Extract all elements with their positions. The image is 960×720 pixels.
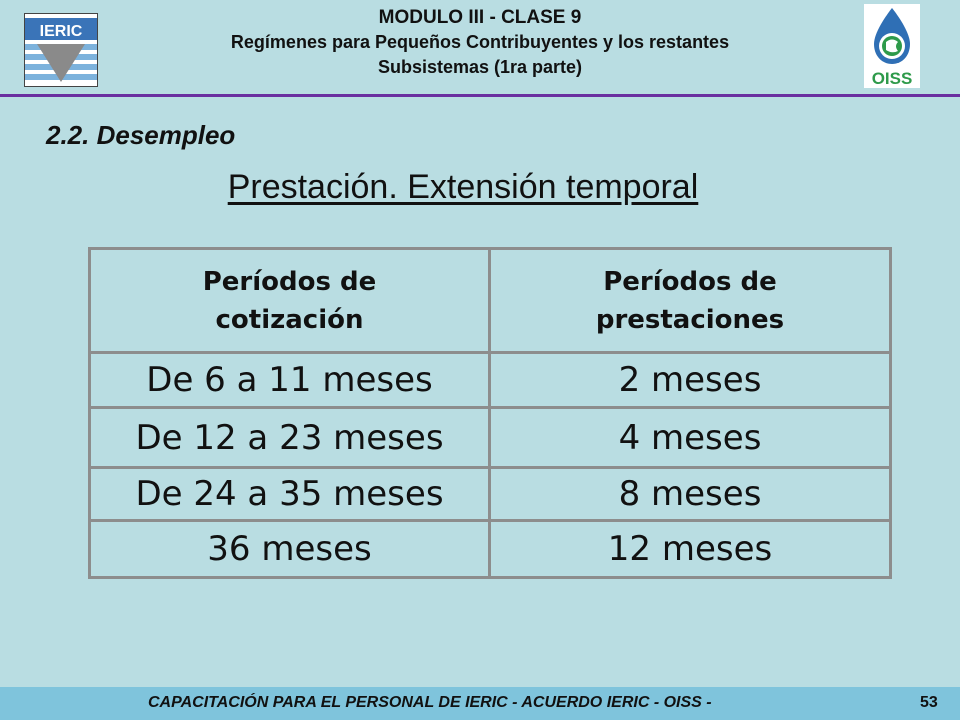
footer-bar: [0, 687, 960, 720]
oiss-logo: [864, 4, 920, 88]
module-title: MODULO III - CLASE 9: [378, 7, 582, 28]
section-title: 2.2. Desempleo: [46, 120, 236, 150]
oiss-logo-text: OISS: [871, 69, 913, 88]
table-header-row: [90, 249, 891, 353]
header-cell-line: Períodos de: [202, 266, 377, 297]
table-cell: 36 meses: [90, 521, 490, 578]
header-title-block: [120, 6, 840, 80]
header-benefit-periods: [490, 249, 891, 353]
table-row: [90, 468, 891, 521]
table-cell: 8 meses: [490, 468, 891, 521]
slide-header: [0, 0, 960, 94]
header-divider: [0, 94, 960, 97]
footer-text: CAPACITACIÓN PARA EL PERSONAL DE IERIC - ACUERDO IERIC - OISS -: [148, 694, 712, 711]
subject-line-1: Regímenes para Pequeños Contribuyentes y los restantes: [230, 32, 730, 52]
table-row: [90, 353, 891, 408]
table-cell: 12 meses: [490, 521, 891, 578]
table-cell: 4 meses: [490, 408, 891, 468]
table-row: [90, 521, 891, 578]
ieric-logo-text: IERIC: [39, 23, 83, 40]
page-number: 53: [920, 694, 938, 711]
table-cell: De 12 a 23 meses: [90, 408, 490, 468]
header-cell-line: cotización: [215, 304, 364, 335]
ieric-logo: [24, 13, 98, 87]
table-cell: De 6 a 11 meses: [90, 353, 490, 408]
header-cell-line: prestaciones: [595, 304, 785, 335]
table-cell: 2 meses: [490, 353, 891, 408]
slide-subtitle: Prestación. Extensión temporal: [227, 168, 699, 206]
ieric-logo-graphic: [25, 14, 97, 86]
subject-line-2: Subsistemas (1ra parte): [377, 57, 583, 77]
table-cell: De 24 a 35 meses: [90, 468, 490, 521]
header-contribution-periods: [90, 249, 490, 353]
table-row: [90, 408, 891, 468]
oiss-logo-graphic: [864, 4, 920, 88]
benefit-duration-table: [88, 247, 892, 579]
header-cell-line: Períodos de: [603, 266, 777, 297]
